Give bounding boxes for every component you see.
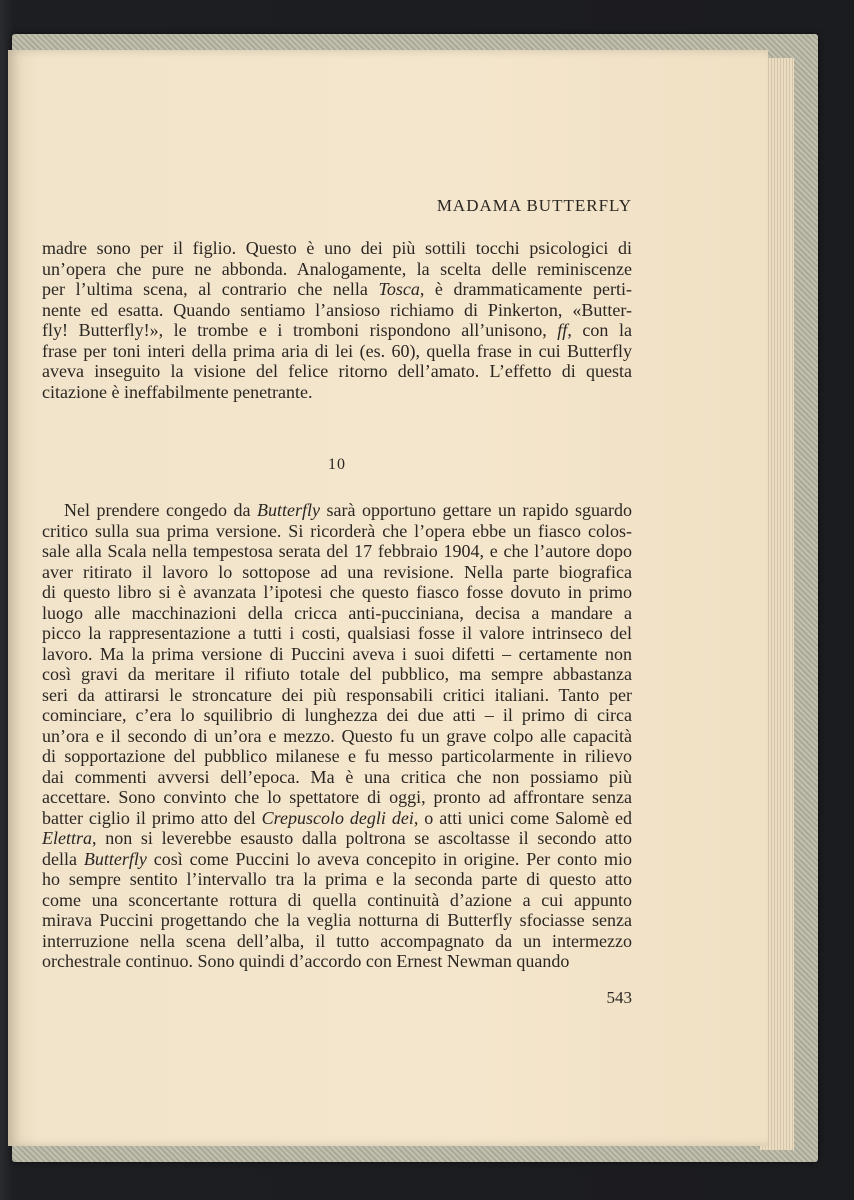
paragraph-1 (42, 238, 632, 402)
text-line: di questo libro si è avanzata l’ipotesi che questo fiasco fosse dovuto in primo (42, 582, 632, 602)
running-head: MADAMA BUTTERFLY (436, 196, 632, 215)
section-number: 10 (328, 456, 346, 473)
text-line: orchestrale continuo. Sono quindi d’accordo con Ernest Newman quando (42, 951, 570, 971)
text-line: Nel prendere congedo da Butterfly sarà opportuno gettare un rapido sguardo (64, 500, 632, 520)
text-line: accettare. Sono convinto che lo spettatore di oggi, pronto ad affrontare senza (42, 787, 632, 807)
text-line: così gravi da meritare il rifiuto totale del pubblico, ma sempre abbastanza (42, 664, 632, 684)
text-line: interruzione nella scena dell’alba, il tutto accompagnato da un intermezzo (42, 930, 632, 951)
book-page (8, 50, 768, 1146)
text-line: cominciare, c’era lo squilibrio di lunghezza dei due atti – il primo di circa (42, 705, 632, 725)
text-line: frase per toni interi della prima aria di lei (es. 60), quella frase in cui Butterfly (42, 340, 632, 361)
text-line: seri da attirarsi le stroncature dei più responsabili critici italiani. Tanto per (42, 684, 632, 705)
text-line: aver ritirato il lavoro lo sottopose ad una revisione. Nella parte biografica (42, 561, 632, 582)
text-line: della Butterfly così come Puccini lo aveva concepito in origine. Per conto mio (42, 848, 632, 869)
text-line: nente ed esatta. Quando sentiamo l’ansioso richiamo di Pinkerton, «Butter- (42, 299, 632, 320)
text-line: citazione è ineffabilmente penetrante. (42, 381, 313, 402)
text-line: madre sono per il figlio. Questo è uno dei più sottili tocchi psicologici di (42, 238, 632, 258)
text-line: luogo alle macchinazioni della cricca anti-pucciniana, decisa a mandare a (42, 602, 632, 623)
text-line: fly! Butterfly!», le trombe e i tromboni rispondono all’unisono, ff, con la (42, 320, 632, 340)
text-line: sale alla Scala nella tempestosa serata del 17 febbraio 1904, e che l’autore dopo (42, 541, 632, 561)
text-line: aveva inseguito la visione del felice ritorno dell’amato. L’effetto di questa (42, 361, 632, 381)
text-line: come una sconcertante rottura di quella continuità d’azione a cui appunto (42, 889, 632, 910)
paragraph-2 (42, 500, 632, 972)
page-number: 543 (606, 988, 632, 1007)
text-line: dai commenti avversi dell’epoca. Ma è una critica che non possiamo più (42, 766, 632, 787)
text-line: critico sulla sua prima versione. Si ricorderà che l’opera ebbe un fiasco colos- (42, 520, 632, 541)
text-line: un’ora e il secondo di un’ora e mezzo. Questo fu un grave colpo alle capacità (42, 725, 632, 746)
text-line: picco la rappresentazione a tutti i costi, qualsiasi fosse il valore intrinseco del (42, 623, 632, 643)
text-line: un’opera che pure ne abbonda. Analogamente, la scelta delle reminiscenze (42, 258, 632, 279)
text-line: mirava Puccini progettando che la veglia notturna di Butterfly sfociasse senza (42, 910, 632, 930)
text-line: di sopportazione del pubblico milanese e fu messo particolarmente in rilievo (42, 746, 632, 766)
text-line: batter ciglio il primo atto del Crepuscolo degli dei, o atti unici come Salomè ed (42, 807, 632, 828)
text-line: per l’ultima scena, al contrario che nella Tosca, è drammaticamente perti- (42, 279, 632, 299)
text-line: ho sempre sentito l’intervallo tra la prima e la seconda parte di questo atto (42, 869, 632, 889)
text-line: lavoro. Ma la prima versione di Puccini aveva i suoi difetti – certamente non (42, 643, 632, 664)
text-line: Elettra, non si leverebbe esausto dalla poltrona se ascoltasse il secondo atto (42, 828, 632, 848)
